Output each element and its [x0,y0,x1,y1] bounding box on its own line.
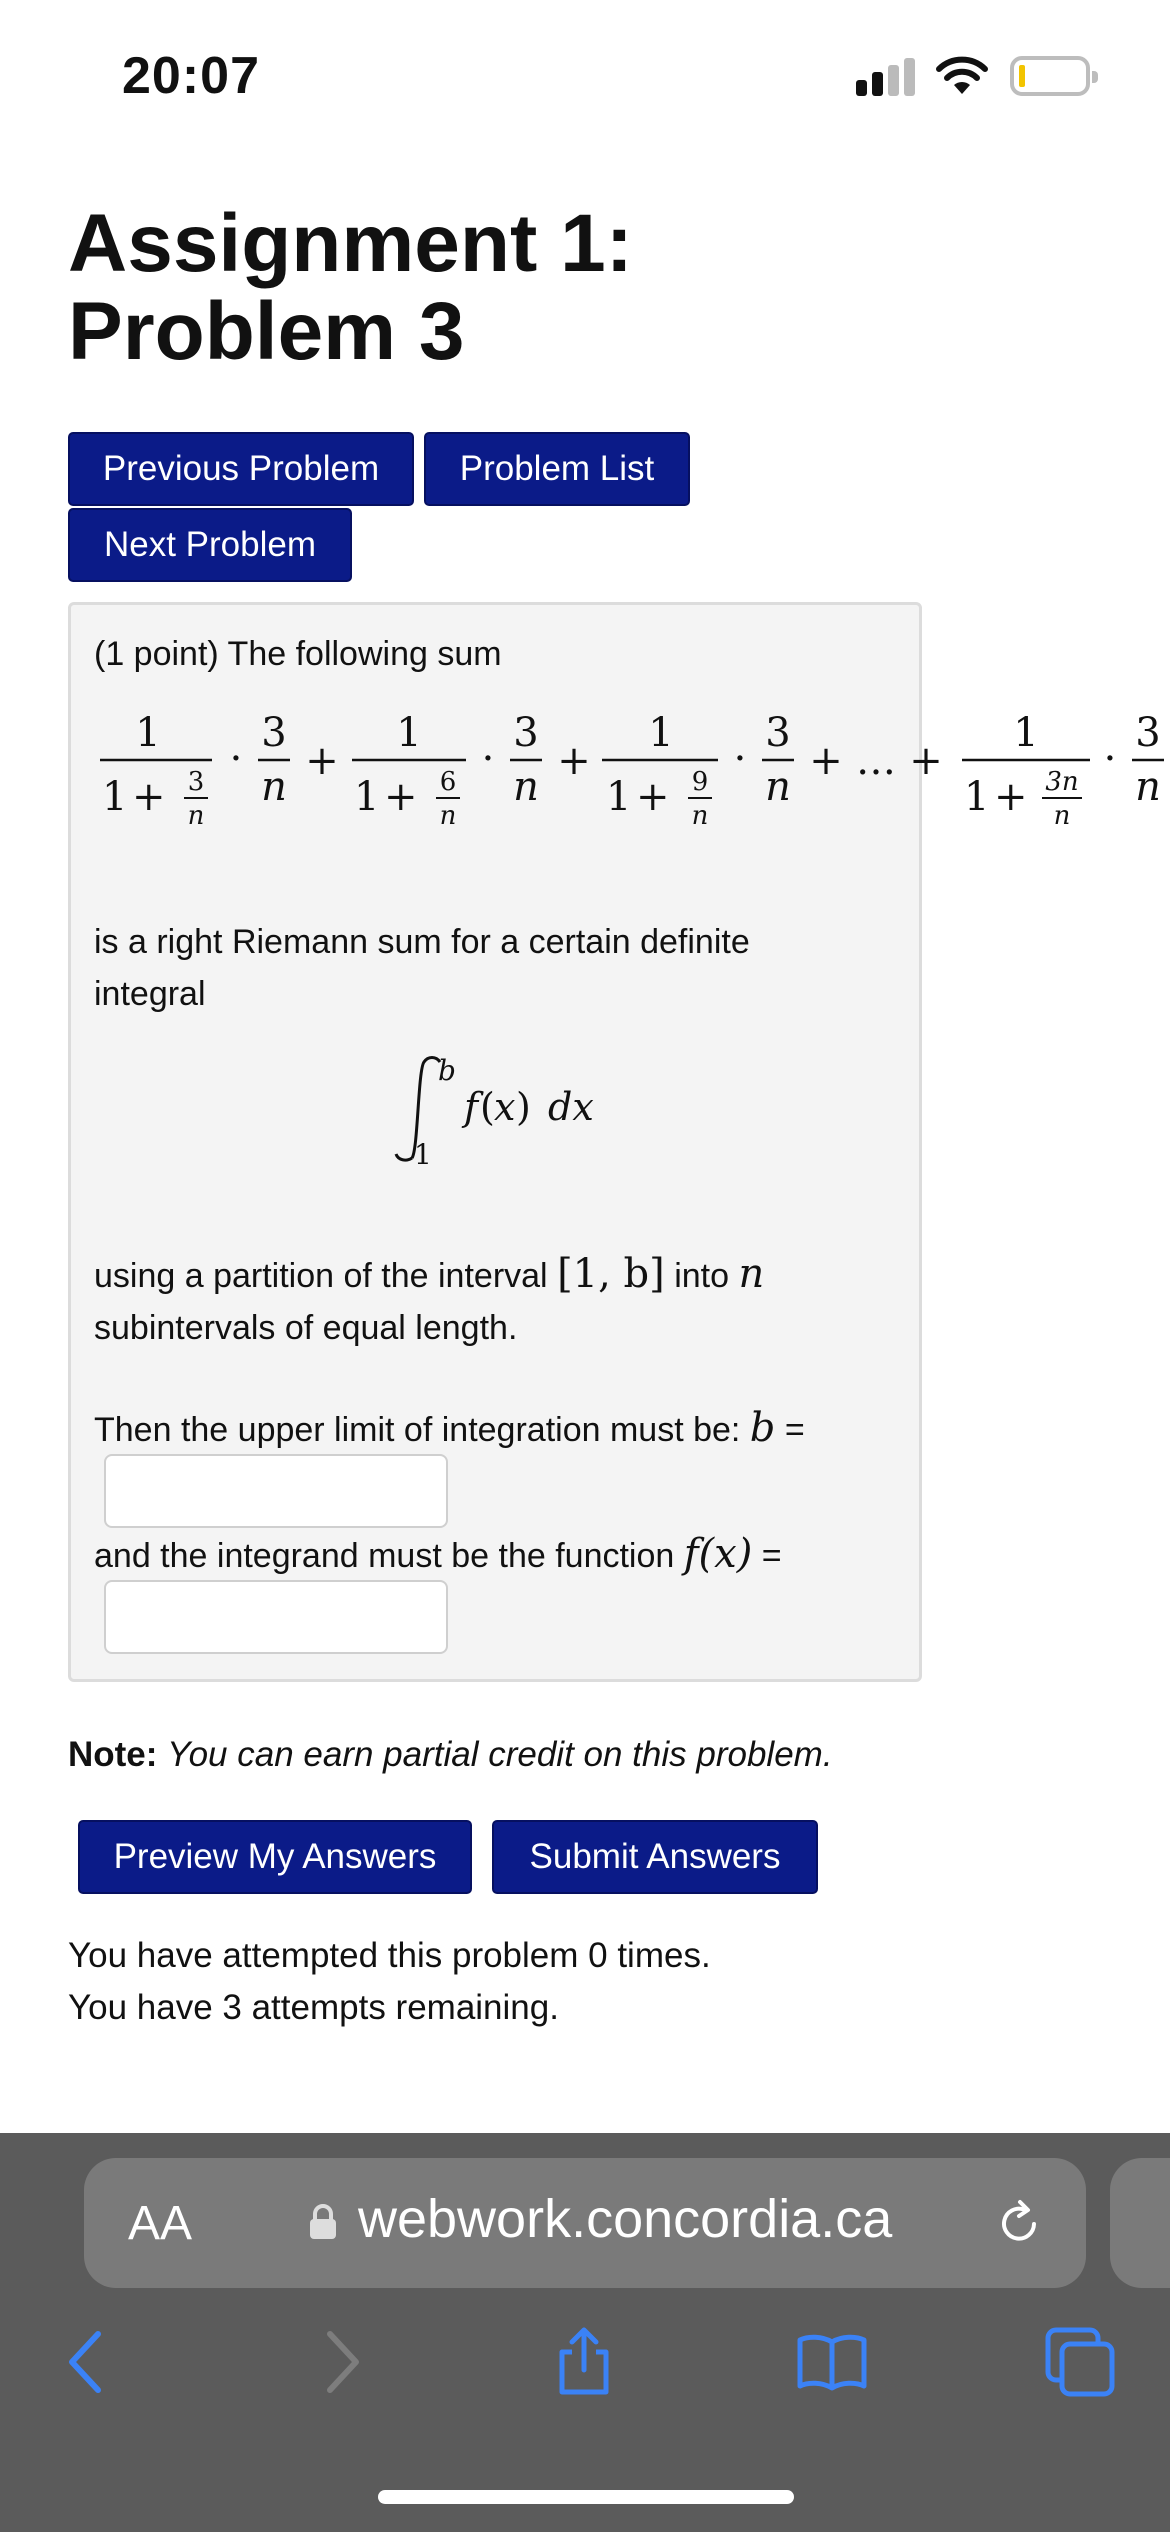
svg-text:+: + [909,738,943,784]
svg-text:+: + [557,738,591,784]
previous-problem-button[interactable]: Previous Problem [68,432,414,506]
svg-text:·: · [481,736,495,782]
svg-text:+: + [132,774,166,820]
status-time: 20:07 [122,47,260,105]
svg-text:n: n [765,764,791,810]
upper-limit-input[interactable] [104,1454,448,1528]
svg-text:+: + [384,774,418,820]
back-icon[interactable] [52,2326,124,2398]
svg-text:n: n [1053,801,1071,831]
svg-text:9: 9 [691,767,709,797]
reader-settings-button[interactable]: AA [128,2197,193,2250]
integrand-label: and the integrand must be the function f(x) = [94,1531,782,1577]
svg-text:n: n [261,764,287,810]
home-indicator [378,2490,794,2504]
svg-text:3: 3 [765,710,791,756]
svg-text:): ) [516,1085,531,1129]
svg-text:+: + [636,774,670,820]
svg-text:6: 6 [439,767,457,797]
bookmarks-icon[interactable] [796,2326,868,2398]
svg-text:1: 1 [606,774,632,820]
svg-text:n: n [513,764,539,810]
cellular-signal-icon [856,58,918,96]
riemann-sum-expression [92,700,1170,850]
problem-list-button[interactable]: Problem List [424,432,690,506]
share-icon[interactable] [548,2326,620,2398]
preview-answers-button[interactable]: Preview My Answers [78,1820,472,1894]
reload-icon[interactable] [994,2198,1044,2248]
svg-text:3: 3 [261,710,287,756]
svg-text:·: · [229,736,243,782]
svg-text:(: ( [480,1085,495,1129]
svg-text:1: 1 [1013,710,1039,756]
svg-text:1: 1 [648,710,674,756]
url-text[interactable]: webwork.concordia.ca [358,2189,893,2249]
svg-text:·: · [1103,736,1117,782]
svg-text:n: n [439,801,457,831]
riemann-description: is a right Riemann sum for a certain definite integral [94,923,750,1013]
svg-text:b: b [438,1054,456,1087]
svg-text:+: + [305,738,339,784]
tabs-icon[interactable] [1044,2326,1116,2398]
svg-text:1: 1 [102,774,128,820]
partition-description: using a partition of the interval [1, b] into n subintervals of equal length. [94,1251,765,1347]
svg-text:n: n [1135,764,1161,810]
svg-text:+: + [994,774,1028,820]
svg-text:+: + [809,738,843,784]
integral-expression [384,1050,624,1170]
svg-text:x: x [494,1085,516,1129]
lock-icon [308,2204,338,2240]
battery-icon [1010,56,1090,96]
page-title: Assignment 1: Problem 3 [68,198,633,377]
next-tab-preview[interactable] [1110,2158,1170,2288]
svg-text:dx: dx [548,1085,594,1129]
svg-text:f: f [464,1085,479,1129]
attempts-info: You have attempted this problem 0 times. You have 3 attempts remaining. [68,1936,711,2027]
svg-text:·: · [733,736,747,782]
submit-answers-button[interactable]: Submit Answers [492,1820,818,1894]
svg-text:1: 1 [135,710,161,756]
svg-text:n: n [187,801,205,831]
svg-text:1: 1 [414,1138,432,1170]
next-problem-button[interactable]: Next Problem [68,508,352,582]
svg-text:1: 1 [354,774,380,820]
svg-text:3: 3 [187,767,205,797]
svg-text:1: 1 [396,710,422,756]
svg-text:3n: 3n [1045,767,1079,797]
svg-text:1: 1 [964,774,990,820]
problem-intro: (1 point) The following sum [94,635,502,673]
forward-icon[interactable] [304,2326,376,2398]
svg-text:…: … [856,738,896,784]
svg-text:3: 3 [513,710,539,756]
svg-text:n: n [691,801,709,831]
partial-credit-note: Note: You can earn partial credit on this problem. [68,1735,833,1774]
svg-text:3: 3 [1135,710,1161,756]
wifi-icon [934,54,990,96]
integrand-input[interactable] [104,1580,448,1654]
upper-limit-label: Then the upper limit of integration must be: b = [94,1405,805,1451]
